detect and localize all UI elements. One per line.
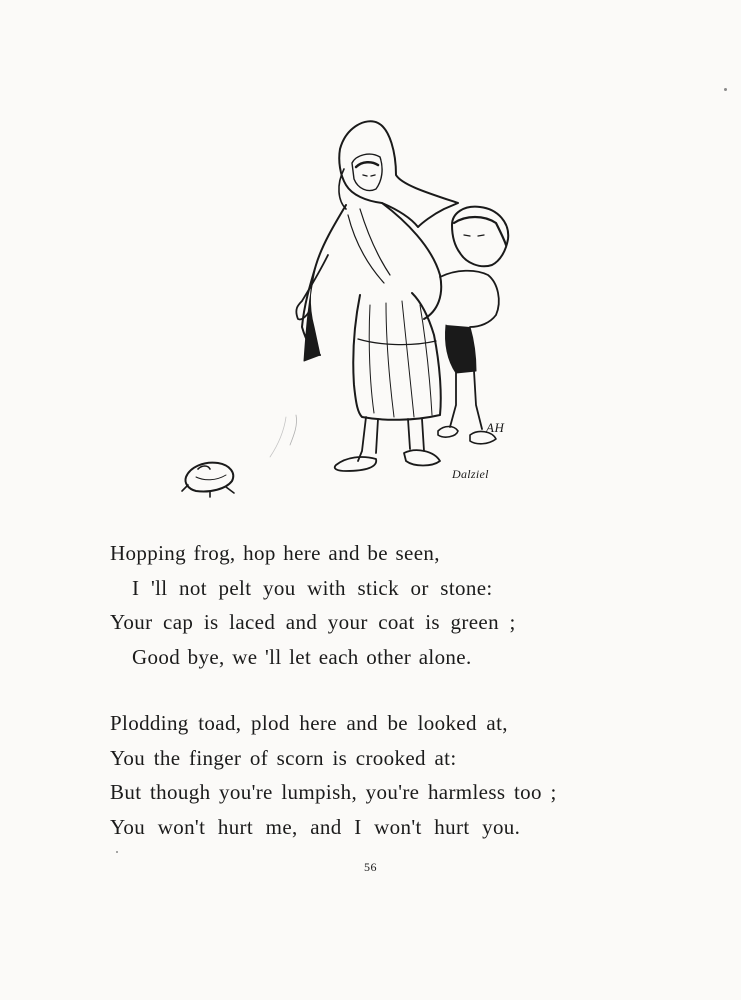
- poem-line: I 'll not pelt you with stick or stone:: [132, 575, 493, 600]
- stanza-plodding-toad: [0, 706, 741, 844]
- poem-line: You the finger of scorn is crooked at:: [110, 745, 457, 770]
- paper-speck: [116, 851, 118, 853]
- poem-line: You won't hurt me, and I won't hurt you.: [110, 814, 521, 839]
- poem-line: Hopping frog, hop here and be seen,: [110, 541, 440, 565]
- engraver-signature: Dalziel: [452, 467, 489, 481]
- illustration-girl-boy-and-frog: [170, 105, 570, 505]
- paper-speck: [724, 88, 727, 91]
- poem-line: But though you're lumpish, you're harmless too ;: [110, 780, 557, 804]
- poem-line: Plodding toad, plod here and be looked at,: [110, 711, 508, 735]
- girl-figure: [296, 121, 458, 471]
- poem-line: Good bye, we 'll let each other alone.: [132, 644, 472, 669]
- poem-line: Your cap is laced and your coat is green ;: [110, 610, 516, 634]
- frog-figure: [182, 463, 234, 497]
- boy-figure: [438, 207, 508, 444]
- page-number: 56: [364, 860, 377, 874]
- illustration-drawing: [170, 105, 570, 505]
- poem: [0, 536, 741, 844]
- artist-monogram: AH: [486, 420, 505, 435]
- stanza-hopping-frog: [0, 536, 741, 674]
